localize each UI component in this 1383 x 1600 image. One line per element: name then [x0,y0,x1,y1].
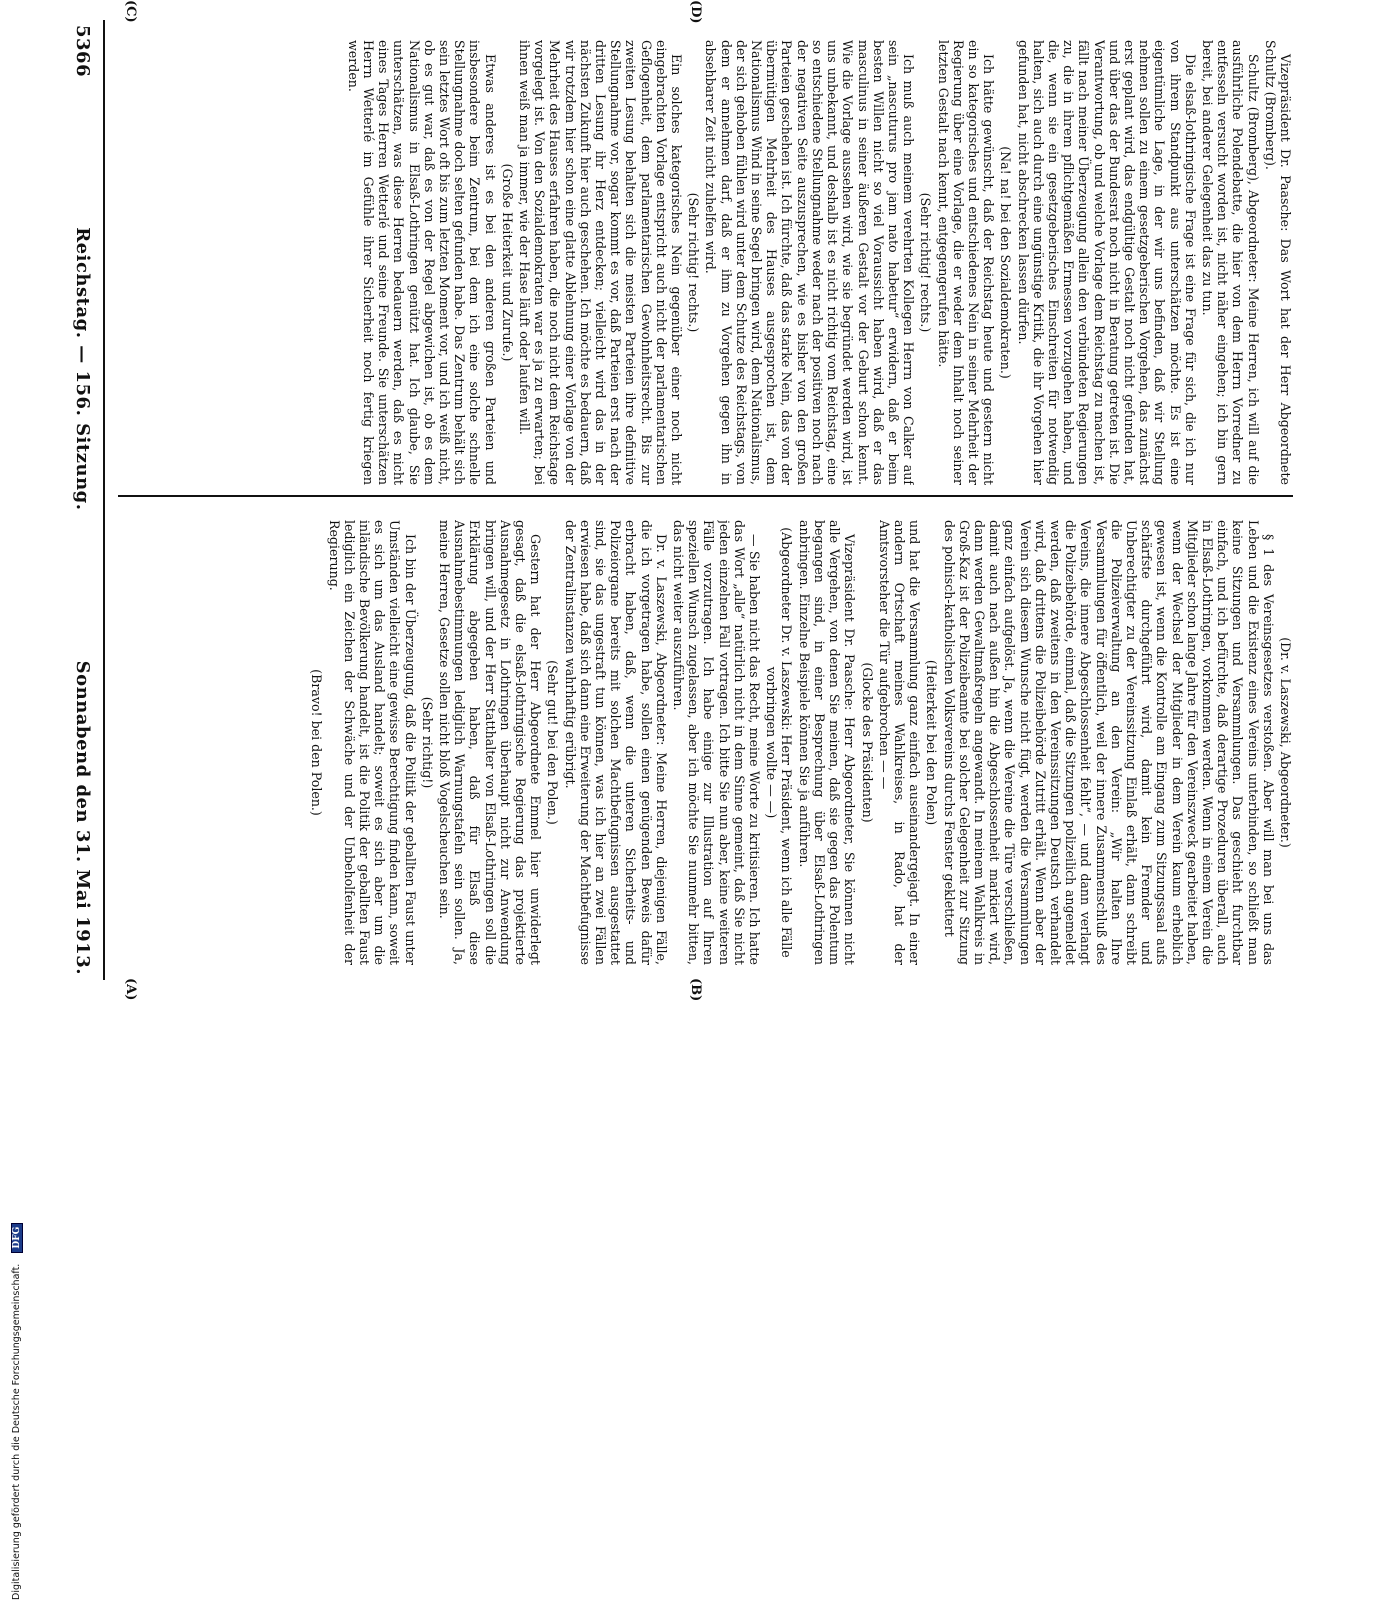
paragraph: § 1 des Vereinsgesetzes verstoßen. Aber will man bei uns das Leben und die Existenz eines Vereins unterbinden, so schließt man keine Sitzungen und Versammlungen. Das geschieht furchtbar einfach, und ich befürchte, daß derartige Prozeduren überall, auch in Elsaß-Lothringen, vorkommen werden. Wenn in einem Verein die Mitglieder schon lange Jahre für den Vereinszweck gearbeitet haben, wenn der Wechsel der Mitglieder in dem Verein kaum erheblich gewesen ist, wenn die Kontrolle am Eingang zum Sitzungssaal aufs schärfste durchgeführt wird, damit kein Fremder und Unberechtigter zu der Vereinssitzung Einlaß erhält, dann schreibt die Polizeiverwaltung an den Verein: „Wir halten Ihre Versammlungen für öffentlich, weil der innere Zusammenschluß des Vereins, die innere Abgeschlossenheit fehlt“, — und dann verlangt die Polizeibehörde, einmal, daß die Sitzungen polizeilich angemeldet werden, daß zweitens in den Vereinssitzungen Deutsch verhandelt wird, daß drittens die Polizeibehörde Zutritt erhält. Wenn aber der Verein sich diesem Wunsche nicht fügt, werden die Versammlungen ganz einfach aufgelöst. Ja, wenn die Vereine die Türe verschließen, damit auch nach außen hin die Abgeschlossenheit markiert wird, dann werden Gewaltmaßregeln angewandt. In meinem Wahlkreis in Groß-Kaz ist der Polizeibeamte bei solcher Gelegenheit zur Sitzung des polnisch-katholischen Volksvereins durchs Fenster geklettert [941,520,1276,965]
footer-strip [1230,0,1250,1000]
interjection: (Abgeordneter Dr. v. Laszewski: Herr Präsident, wenn ich alle Fälle vorbringen wollte — —) [764,527,795,958]
page-number: 5366 [72,25,94,78]
paragraph: und hat die Versammlung ganz einfach auseinandergejagt. In einer andern Ortschaft meines Wahlkreises, in Rado, hat der Amtsvorsteher die Tür aufgebrochen — — [876,520,923,965]
interjection: (Dr. v. Laszewski, Abgeordneter.) [1278,637,1293,848]
interjection: (Sehr richtig! rechts.) [918,192,934,333]
paragraph: Ich hätte gewünscht, daß der Reichstag heute und gestern nicht ein so kategorisches und entschiedenes Nein in seiner Mehrheit der Regierung über eine Vorlage, die er weder dem Inhalt noch seiner letzten Gestalt nach kennt, entgegengerufen hätte. [935,40,997,485]
paragraph: Etwas anderes ist es bei den anderen großen Parteien und insbesondere beim Zentrum, bei dem ich eine solche schnelle Stellungnahme doch selten gefunden habe. Das Zentrum behält sich sein letztes Wort oft bis zum letzten Moment vor, und ich weiß nicht, ob es gut war, daß es von der Regel abgewichen ist, ob es dem Nationalismus in Elsaß-Lothringen genützt hat. Ich glaube, Sie unterschätzen, was diese Herren bedauern werden, daß es nicht eines Tages Herren Wetterlé und seine Freunde. Sie unterschätzen Herrn Wetterlé im Gefühle ihrer Sicherheit noch fertig kriegen werden. [345,40,498,485]
paragraph: Vizepräsident Dr. Paasche: Das Wort hat der Herr Abgeordnete Schultz (Bromberg). [1262,40,1293,485]
session-date: Sonnabend den 31. Mai 1913. [72,660,94,975]
paragraph: Vizepräsident Dr. Paasche: Herr Abgeordneter, Sie können nicht alle Vergehen, von denen Sie meinen, daß sie gegen das Polentum begangen sind, in einer Besprechung über Elsaß-Lothringen anbringen. Einzelne Beispiele können Sie ja anführen. [796,520,858,965]
paragraph: Ein solches kategorisches Nein gegenüber einer noch nicht eingebrachten Vorlage entspricht auch nicht der parlamentarischen Geflogenheit, dem parlamentarischen Gewohnheitsrecht. Bis zur zweiten Lesung behalten sich die meisten Parteien ihre definitive Stellungnahme vor, sogar kommt es vor, daß Parteien erst nach der dritten Lesung ihr Herz entdecken; vielleicht wird das in der nächsten Zukunft hier auch geschehen. Ich möchte es bedauern, daß wir trotzdem hier schon eine glatte Ablehnung einer Vorlage von der Mehrheit des Hauses erfahren haben, die noch nicht dem Reichstage vorgelegt ist. Von den Sozialdemokraten war es ja zu erwarten; bei ihnen weiß man ja immer, wie der Hase läuft oder laufen will. [517,40,685,485]
column-divider [118,495,1293,497]
paragraph: Die elsaß-lothringische Frage ist eine Frage für sich, die ich nur von ihrem Standpunkt aus unterschätzen möchte. Es ist eine eigentümliche Lage, in der wir uns befinden, daß wir Stellung nehmen sollen zu einem gesetzgeberischen Vorgehen, das zunächst erst geplant wird, das endgültige Gestalt noch nicht gefunden hat, und über das der Bundesrat noch nicht in Beratung getreten ist. Die Verantwortung, ob und welche Vorlage dem Reichstag zu machen ist, fällt nach meiner Überzeugung allein den verbündeten Regierungen zu, die in ihrem pflichtgemäßen Ermessen vorzugehen haben, und die, wenn sie ein gesetzgeberisches Einschreiten für notwendig halten, sich auch durch eine ungünstige Kritik, die ihr Vorgehen hier gefunden hat, nicht abschrecken lassen dürfen. [1015,40,1198,485]
footer-credit-line [4,1200,20,1600]
interjection: (Sehr richtig!) [419,696,435,789]
interjection: (Glocke des Präsidenten) [859,662,875,823]
margin-mark-c: (C) [123,0,138,23]
margin-mark-b: (B) [688,978,703,1002]
interjection: (Bravo! bei den Polen.) [309,669,325,816]
paragraph: Gestern hat der Herr Abgeordnete Emmel hier unwiderlegt gesagt, daß die elsaß-lothringische Regierung das projektierte Ausnahmegesetz in Lothringen überhaupt nicht zur Anwendung bringen will, und der Herr Statthalter von Elsaß-Lothringen soll die Erklärung abgegeben haben, daß für Elsaß diese Ausnahmebestimmungen lediglich Warnungstafeln sein sollen. Ja, meine Herren, Gesetze sollen nicht bloß Vogelscheuchen sein. [437,520,544,965]
interjection: (Sehr gut! bei den Polen.) [545,660,561,825]
header-rule [103,20,105,980]
footer-credit: Digitalisierung gefördert durch die Deutsche Forschungsgemeinschaft. [11,1263,22,1600]
interjection: (Große Heiterkeit und Zurufe.) [499,163,515,362]
margin-mark-d: (D) [688,0,703,24]
paragraph: Dr. v. Laszewski, Abgeordneter: Meine Herren, diejenigen Fälle, die ich vorgetragen habe, sollen einen genügenden Beweis dafür erbracht haben, daß, wenn die unteren Sicherheits- und Polizeiorgane bereits mit solchen Machtbefugnissen ausgestattet sind, sie das ungestraft tun können, was ich hier an zwei Fällen erwiesen habe, daß sich dann eine Erweiterung der Machtbefugnisse der Zentralinstanzen wahrhaftig erübrigt. [562,520,669,965]
interjection: (Heiterkeit bei den Polen) [924,659,940,826]
paragraph: Ich bin der Überzeugung, daß die Politik der geballten Faust unter Umständen vielleicht eine gewisse Berechtigung finden kann, soweit es sich um das Ausland handelt; soweit es sich aber um die inländische Bevölkerung handelt, ist die Politik der geballten Faust lediglich ein Zeichen der Schwäche und der Unbeholfenheit der Regierung. [326,520,418,965]
paragraph: Ich muß auch meinem verehrten Kollegen Herrn von Calker auf sein „nascuturus pro jam nato habetur“ erwidern, daß er beim besten Willen nicht so viel Voraussicht haben wird, daß er das masculinus in seiner äußeren Gestalt vor der Geburt schon kennt. Wie die Vorlage aussehen wird, wie sie begründet werden wird, ist uns unbekannt, und deshalb ist es nicht richtig vom Reichstag, eine so entschiedene Stellungnahme weder nach der positiven noch nach der negativen Seite auszusprechen, wie es bisher von den großen Parteien geschehen ist. Ich fürchte, daß das starke Nein, das von der übermütigen Mehrheit des Hauses ausgesprochen ist, dem Nationalismus Wind in seine Segel bringen wird, dem Nationalismus, der sich gehoben fühlen wird unter dem Schutze des Reichstags, von dem er annehmen darf, daß er ihm zu Vorgehen gegen ihn in absehbarer Zeit nicht zuhelfen wird. [703,40,917,485]
paragraph: — Sie haben nicht das Recht, meine Worte zu kritisieren. Ich hatte das Wort „alle“ natürlich nicht in dem Sinne gemeint, daß Sie nicht jeden einzelnen Fall vortragen. Ich bitte Sie nun aber, keine weiteren Fälle vorzutragen. Ich habe einige zur Illustration auf Ihren speziellen Wunsch zugelassen, aber ich möchte Sie nunmehr bitten, das nicht weiter auszuführen. [671,520,763,965]
left-column [113,520,1293,965]
interjection: (Sehr richtig! rechts.) [686,192,702,333]
session-title: Reichstag. — 156. Sitzung. [72,227,94,511]
margin-mark-a: (A) [123,978,138,1001]
right-column [113,40,1293,485]
interjection: (Na! na! bei den Sozialdemokraten.) [998,146,1014,379]
page-header [68,25,98,975]
dfg-logo: DFG [11,1223,23,1253]
paragraph: Schultz (Bromberg), Abgeordneter: Meine Herren, ich will auf die ausführliche Polendebatte, die hier von dem Herrn Vorredner zu entfesseln versucht worden ist, nicht näher eingehen; ich bin gern bereit, bei anderer Gelegenheit das zu tun. [1199,40,1261,485]
